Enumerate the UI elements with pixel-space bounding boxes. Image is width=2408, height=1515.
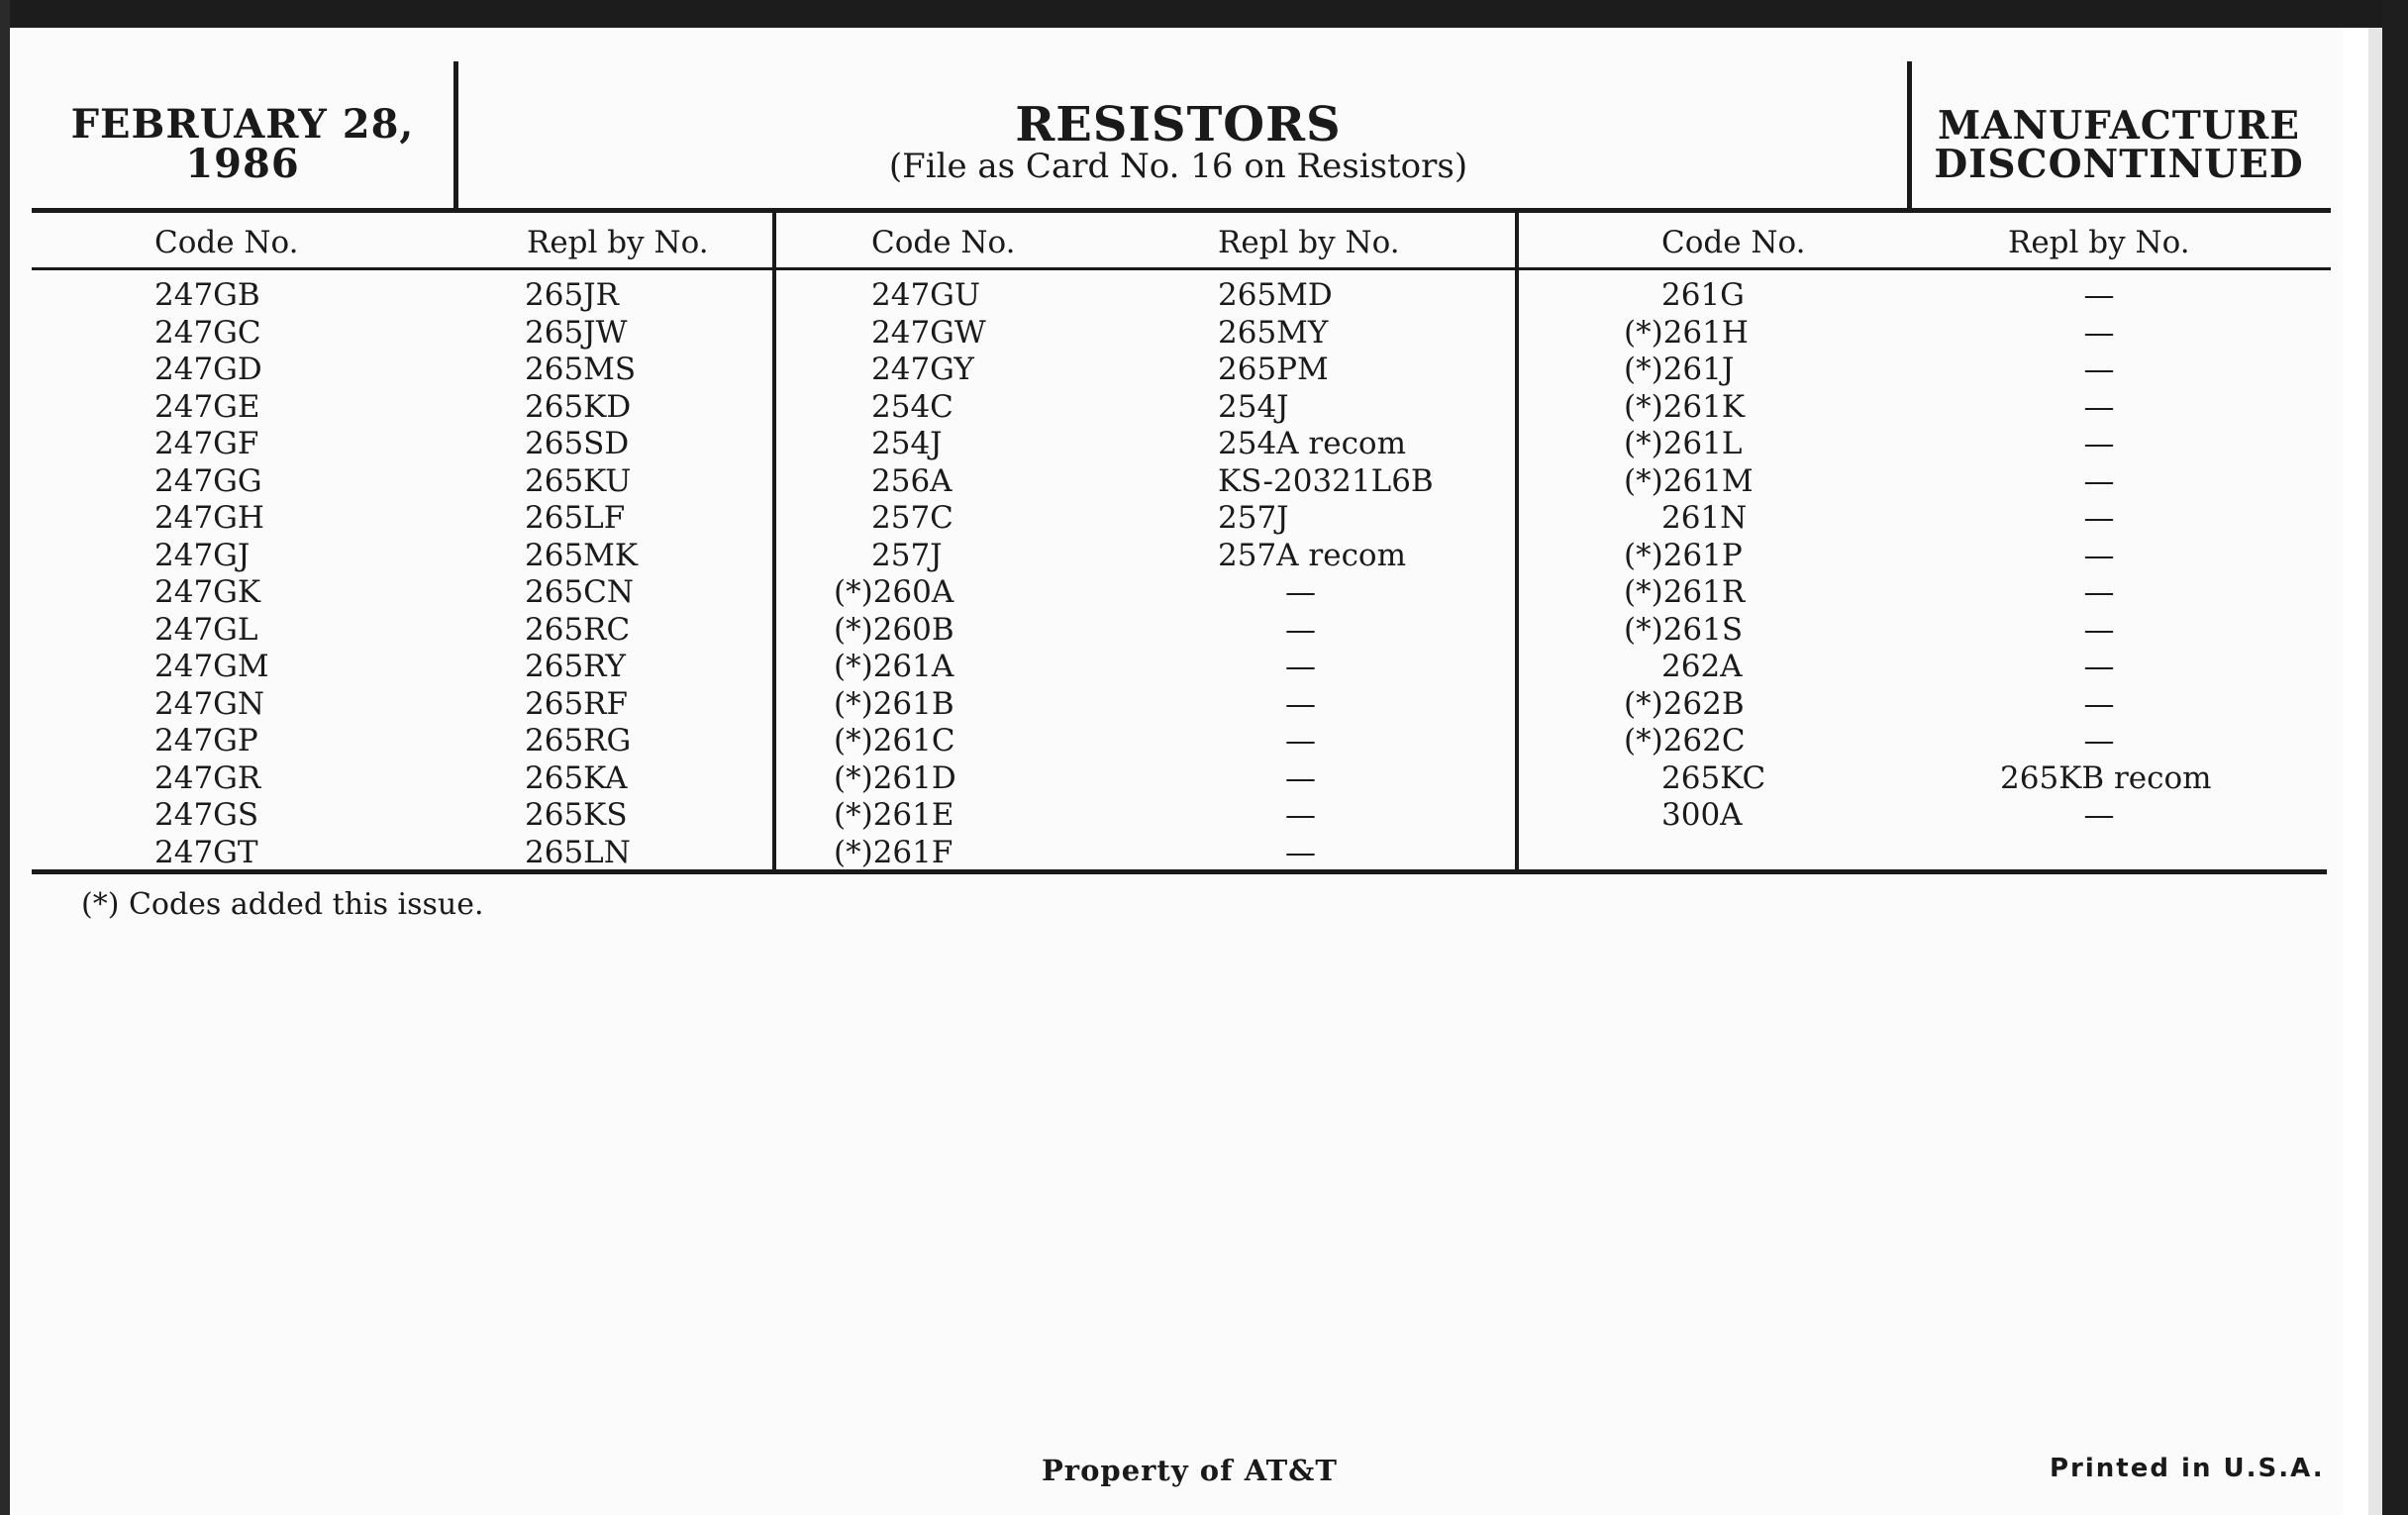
col-header-repl-3: Repl by No. [2008, 225, 2190, 260]
repl-cell: 257A recom [1218, 537, 1406, 573]
issue-date-line1: FEBRUARY 28, [70, 101, 415, 148]
code-cell: (*)261R [1624, 574, 1746, 610]
repl-cell: 265RF [525, 685, 629, 722]
header-divider-right [1907, 61, 1912, 210]
repl-cell: 265MS [525, 352, 637, 387]
page-title: RESISTORS [1015, 97, 1342, 152]
group1-code-column [154, 277, 269, 871]
issue-date-line2: 1986 [185, 141, 300, 187]
code-cell: (*)261S [1624, 611, 1744, 648]
repl-cell: 265RG [525, 723, 632, 758]
code-cell: (*)261L [1624, 426, 1743, 461]
repl-cell: — [1285, 834, 1316, 870]
code-cell: 247GK [154, 574, 261, 610]
code-cell: (*)262C [1624, 723, 1746, 758]
repl-cell: 265MD [1218, 277, 1333, 313]
repl-cell: 265KB recom [2000, 759, 2212, 796]
code-cell: (*)261A [834, 649, 954, 684]
code-cell: 247GS [154, 797, 259, 833]
code-cell: (*)261P [1624, 537, 1743, 573]
code-cell: 261G [1661, 277, 1745, 313]
code-cell: (*)261E [834, 797, 954, 833]
code-cell: (*)261M [1624, 462, 1754, 499]
status-line1: MANUFACTURE [1938, 103, 2300, 149]
group3-code-column [1624, 277, 1765, 835]
code-cell: 257J [871, 537, 943, 573]
repl-cell: — [2083, 649, 2115, 684]
code-cell: 247GP [154, 723, 258, 758]
printed-notice: Printed in U.S.A. [2050, 1454, 2325, 1483]
repl-cell: 254J [1218, 388, 1289, 425]
code-cell: (*)261D [834, 759, 956, 796]
col-header-repl-2: Repl by No. [1218, 225, 1400, 260]
group2-repl-column [1218, 277, 1434, 871]
header-rule [32, 208, 2331, 213]
code-cell: 247GD [154, 352, 262, 387]
repl-cell: 265KA [525, 759, 628, 796]
col-header-code-2: Code No. [871, 225, 1016, 260]
group1-repl-column [525, 277, 638, 871]
repl-cell: 265JW [525, 314, 628, 351]
status-label [1921, 103, 2317, 187]
scan-shadow [2368, 28, 2382, 1515]
repl-cell: 254A recom [1218, 426, 1406, 461]
code-cell: (*)261J [1624, 352, 1735, 387]
code-cell: (*)260A [834, 574, 954, 610]
table-divider-1 [772, 210, 776, 873]
repl-cell: 265SD [525, 426, 630, 461]
code-cell: 257C [871, 500, 953, 536]
repl-cell: 265JR [525, 277, 619, 313]
code-cell: 247GT [154, 834, 258, 870]
repl-cell: 265KU [525, 462, 632, 499]
code-cell: 247GL [154, 611, 258, 648]
code-cell: 247GH [154, 500, 264, 536]
scan-top-edge [0, 0, 2408, 28]
repl-cell: — [2083, 462, 2115, 499]
group2-code-column [834, 277, 986, 871]
column-header-rule [32, 267, 2331, 270]
code-cell: 247GM [154, 649, 269, 684]
code-cell: 247GJ [154, 537, 251, 573]
scan-left-edge [0, 0, 10, 1515]
repl-cell: — [1285, 611, 1316, 648]
repl-cell: — [2083, 537, 2115, 573]
repl-cell: — [1285, 723, 1316, 758]
code-cell: 300A [1661, 797, 1743, 833]
col-header-code-3: Code No. [1661, 225, 1806, 260]
code-cell: 247GF [154, 426, 259, 461]
repl-cell: — [2083, 797, 2115, 833]
code-cell: 247GR [154, 759, 261, 796]
repl-cell: — [1285, 649, 1316, 684]
repl-cell: — [2083, 352, 2115, 387]
code-cell: 261N [1661, 500, 1748, 536]
code-cell: 254J [871, 426, 943, 461]
code-cell: 256A [871, 462, 953, 499]
code-cell: (*)261K [1624, 388, 1746, 425]
table-bottom-rule [32, 869, 2327, 874]
group3-repl-column [2000, 277, 2212, 835]
code-cell: 247GG [154, 462, 262, 499]
repl-cell: — [2083, 685, 2115, 722]
code-cell: (*)261H [1624, 314, 1749, 351]
header-divider-left [453, 61, 458, 210]
code-cell: (*)260B [834, 611, 954, 648]
repl-cell: — [2083, 388, 2115, 425]
repl-cell: — [2083, 611, 2115, 648]
code-cell: 247GE [154, 388, 260, 425]
repl-cell: 265MY [1218, 314, 1329, 351]
repl-cell: — [1285, 685, 1316, 722]
code-cell: (*)261F [834, 834, 953, 870]
code-cell: 265KC [1661, 759, 1766, 796]
repl-cell: 265KS [525, 797, 628, 833]
repl-cell: — [2083, 574, 2115, 610]
repl-cell: 265KD [525, 388, 632, 425]
code-cell: 247GW [871, 314, 986, 351]
status-line2: DISCONTINUED [1934, 142, 2304, 187]
repl-cell: — [1285, 574, 1316, 610]
repl-cell: — [2083, 426, 2115, 461]
repl-cell: 265MK [525, 537, 639, 573]
repl-cell: 265CN [525, 574, 635, 610]
repl-cell: — [2083, 500, 2115, 536]
col-header-repl-1: Repl by No. [527, 225, 709, 260]
footnote: (*) Codes added this issue. [81, 887, 484, 922]
code-cell: 247GU [871, 277, 981, 313]
repl-cell: KS-20321L6B [1218, 462, 1434, 499]
repl-cell: 265LF [525, 500, 626, 536]
code-cell: (*)261B [834, 685, 954, 722]
repl-cell: 265RY [525, 649, 627, 684]
table-divider-2 [1515, 210, 1519, 873]
code-cell: (*)261C [834, 723, 955, 758]
repl-cell: — [1285, 797, 1316, 833]
repl-cell: 265LN [525, 834, 631, 870]
repl-cell: — [2083, 277, 2115, 313]
repl-cell: — [2083, 314, 2115, 351]
repl-cell: — [1285, 759, 1316, 796]
code-cell: 247GN [154, 685, 265, 722]
code-cell: 247GY [871, 352, 974, 387]
code-cell: 247GB [154, 277, 260, 313]
code-cell: 247GC [154, 314, 261, 351]
scan-right-edge [2382, 0, 2408, 1515]
document-card [10, 28, 2343, 1515]
col-header-code-1: Code No. [154, 225, 299, 260]
repl-cell: 265PM [1218, 352, 1329, 387]
code-cell: (*)262B [1624, 685, 1745, 722]
code-cell: 254C [871, 388, 953, 425]
code-cell: 262A [1661, 649, 1743, 684]
repl-cell: 265RC [525, 611, 631, 648]
property-notice: Property of AT&T [1042, 1454, 1338, 1487]
issue-date [59, 101, 426, 187]
page-subtitle: (File as Card No. 16 on Resistors) [888, 147, 1468, 186]
repl-cell: — [2083, 723, 2115, 758]
repl-cell: 257J [1218, 500, 1289, 536]
